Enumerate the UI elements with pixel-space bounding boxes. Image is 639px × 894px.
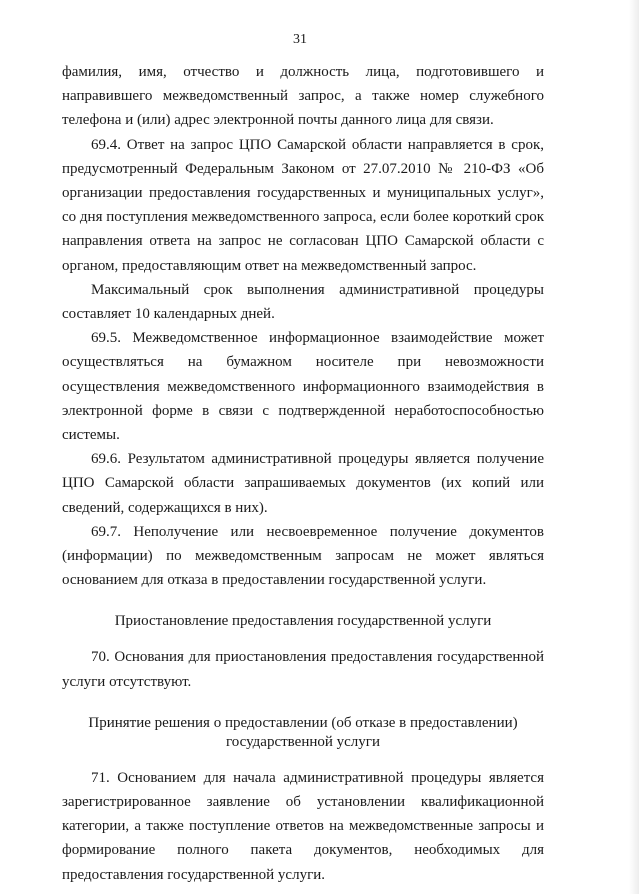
- paragraph-69-6: 69.6. Результатом административной процедуры является получение ЦПО Самарской области запрашиваемых документов (их копий или сведений, содержащихся в них).: [62, 451, 544, 516]
- paragraph-contact-details: фамилия, имя, отчество и должность лица, подготовившего и направившего межведомственный запрос, а также номер служебного телефона и (или) адрес электронной почты данного лица для связи.: [62, 64, 544, 129]
- section-heading-suspension: Приостановление предоставления государственной услуги: [114, 613, 492, 630]
- paragraph-69-4: 69.4. Ответ на запрос ЦПО Самарской области направляется в срок, предусмотренный Федеральным Законом от 27.07.2010 № 210-ФЗ «Об организации предоставления государственных и муниципальных услуг», со дня поступления межведомственного запроса, если более короткий срок направления ответа на запрос не согласован ЦПО Самарской области с органом, предоставляющим ответ на межведомственный запрос.: [62, 136, 544, 274]
- document-body: [62, 60, 544, 887]
- section-heading-decision-line2: государственной услуги: [226, 733, 380, 750]
- paragraph-70: 70. Основания для приостановления предоставления государственной услуги отсутствуют.: [62, 649, 544, 690]
- section-heading-decision-line1: Принятие решения о предоставлении (об отказе в предоставлении): [88, 714, 518, 731]
- page-number: 31: [293, 32, 307, 47]
- paragraph-69-5: 69.5. Межведомственное информационное взаимодействие может осуществляться на бумажном носителе при невозможности осуществления межведомственного информационного взаимодействия в электронной форме в связи с подтвержденной неработоспособностью системы.: [62, 330, 544, 444]
- paragraph-71: 71. Основанием для начала административной процедуры является зарегистрированное заявление об установлении квалификационной категории, а также поступление ответов на межведомственные запросы и формирование полного пакета документов, необходимых для предоставления государственной услуги.: [62, 769, 544, 883]
- paragraph-69-7: 69.7. Неполучение или несвоевременное получение документов (информации) по межведомственным запросам не может являться основанием для отказа в предоставлении государственной услуги.: [62, 523, 544, 589]
- scan-edge-shadow: [629, 0, 639, 894]
- paragraph-max-term: Максимальный срок выполнения административной процедуры составляет 10 календарных дней.: [62, 281, 544, 323]
